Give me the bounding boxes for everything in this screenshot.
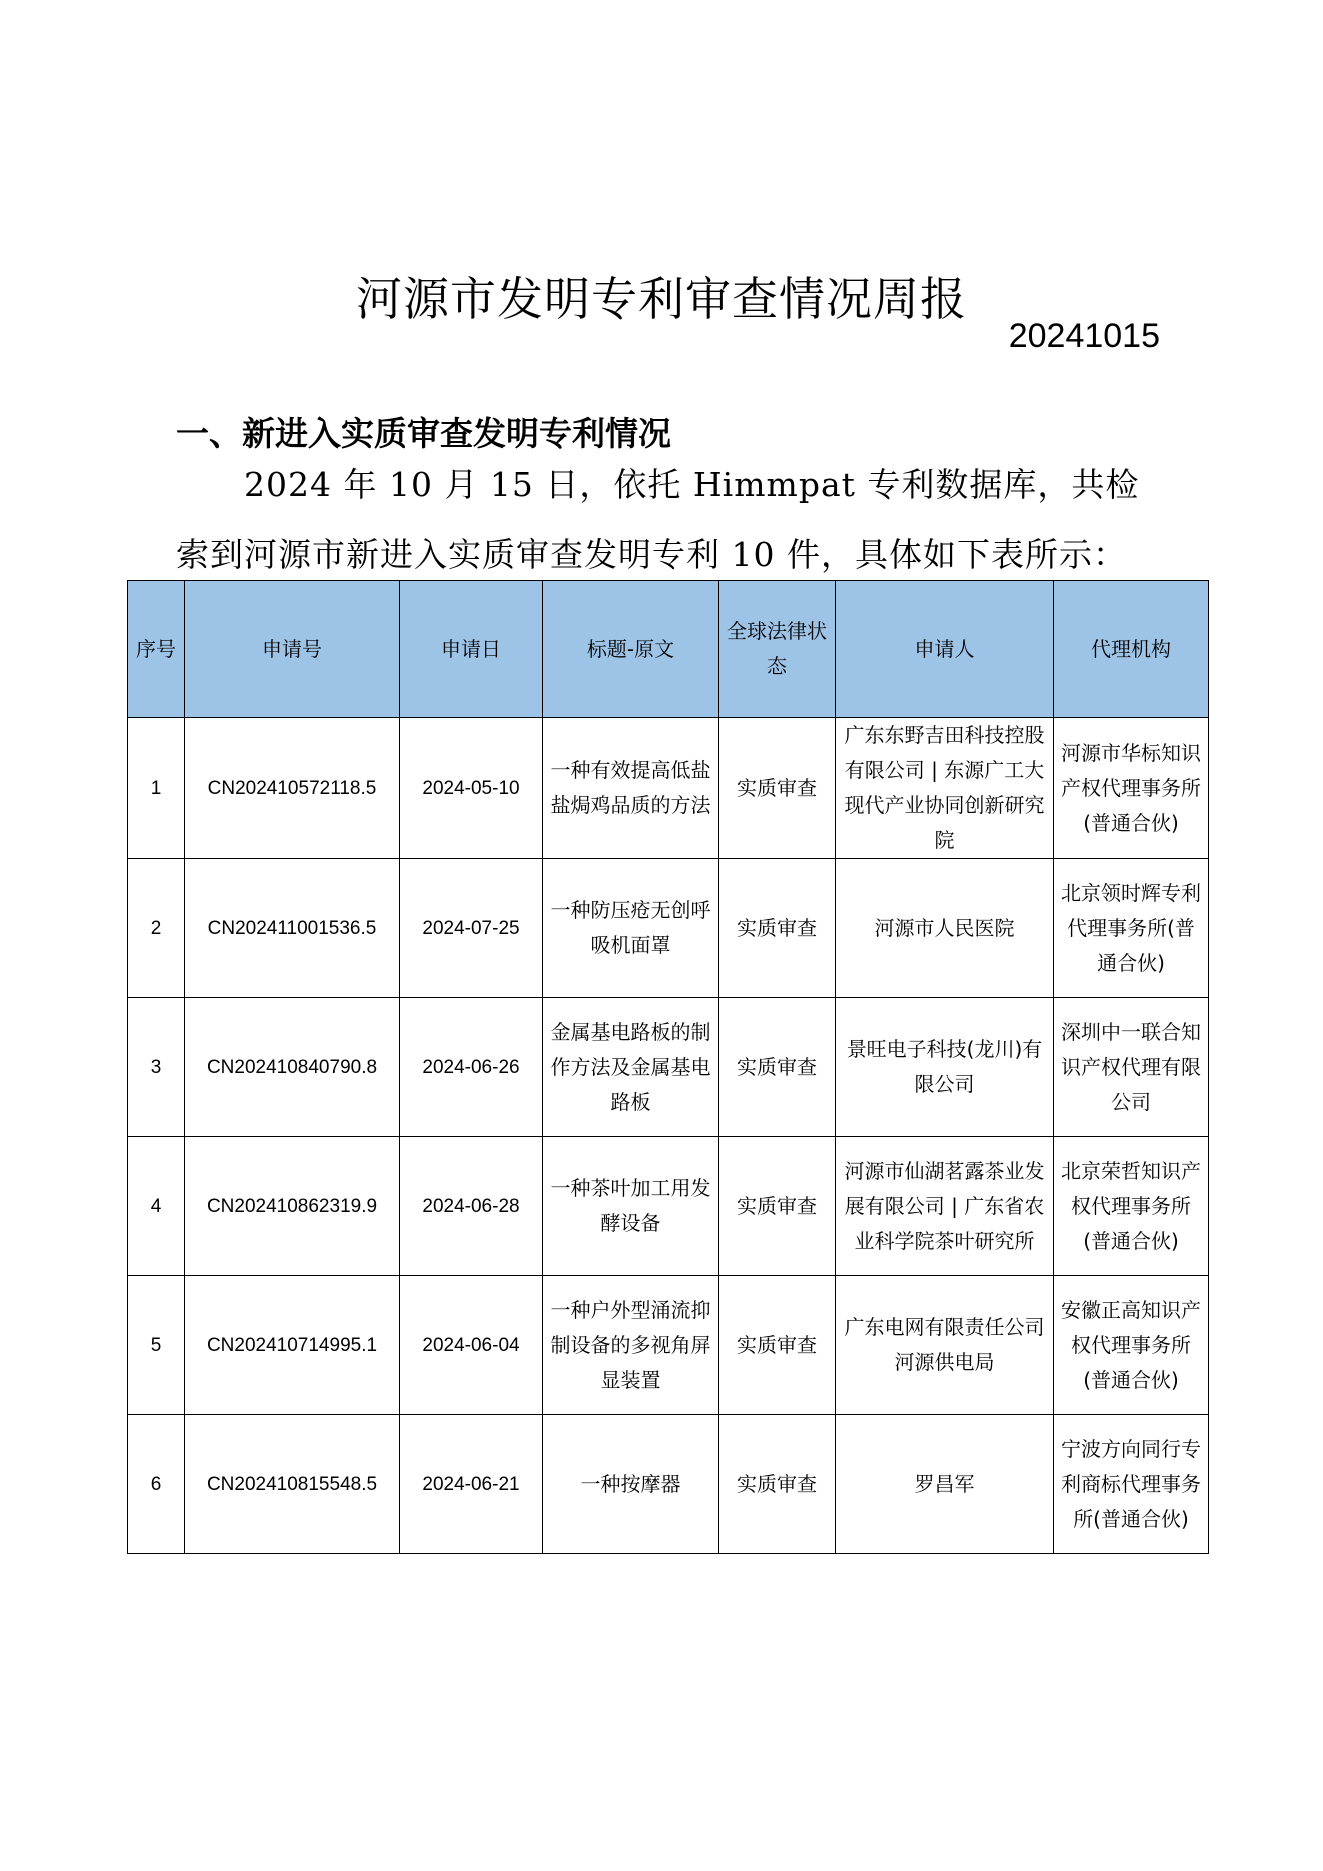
table-row [128, 1276, 1209, 1415]
cell-status: 实质审查 [719, 1137, 836, 1276]
cell-app-no: CN202410815548.5 [185, 1415, 400, 1554]
cell-title: 金属基电路板的制作方法及金属基电路板 [543, 998, 719, 1137]
cell-status: 实质审查 [719, 998, 836, 1137]
cell-title: 一种茶叶加工用发酵设备 [543, 1137, 719, 1276]
cell-app-date: 2024-06-28 [400, 1137, 543, 1276]
cell-title: 一种防压疮无创呼吸机面罩 [543, 859, 719, 998]
cell-app-no: CN202410714995.1 [185, 1276, 400, 1415]
header-app-no: 申请号 [185, 581, 400, 718]
cell-agency: 北京领时辉专利代理事务所(普通合伙) [1054, 859, 1209, 998]
cell-seq: 5 [128, 1276, 185, 1415]
cell-seq: 6 [128, 1415, 185, 1554]
cell-applicant: 景旺电子科技(龙川)有限公司 [836, 998, 1054, 1137]
cell-agency: 安徽正高知识产权代理事务所(普通合伙) [1054, 1276, 1209, 1415]
table-row [128, 1137, 1209, 1276]
cell-seq: 4 [128, 1137, 185, 1276]
header-title: 标题-原文 [543, 581, 719, 718]
cell-seq: 2 [128, 859, 185, 998]
header-seq: 序号 [128, 581, 185, 718]
cell-title: 一种按摩器 [543, 1415, 719, 1554]
header-status: 全球法律状态 [719, 581, 836, 718]
cell-title: 一种有效提高低盐盐焗鸡品质的方法 [543, 718, 719, 859]
cell-app-no: CN202410840790.8 [185, 998, 400, 1137]
cell-applicant: 河源市人民医院 [836, 859, 1054, 998]
header-app-date: 申请日 [400, 581, 543, 718]
header-applicant: 申请人 [836, 581, 1054, 718]
cell-applicant: 广东电网有限责任公司河源供电局 [836, 1276, 1054, 1415]
table-header-row [128, 581, 1209, 718]
cell-app-date: 2024-07-25 [400, 859, 543, 998]
header-agency: 代理机构 [1054, 581, 1209, 718]
cell-app-date: 2024-05-10 [400, 718, 543, 859]
cell-agency: 深圳中一联合知识产权代理有限公司 [1054, 998, 1209, 1137]
table-row [128, 998, 1209, 1137]
cell-seq: 1 [128, 718, 185, 859]
cell-status: 实质审查 [719, 1276, 836, 1415]
section-heading: 一、新进入实质审查发明专利情况 [176, 414, 671, 454]
cell-app-date: 2024-06-04 [400, 1276, 543, 1415]
cell-app-date: 2024-06-26 [400, 998, 543, 1137]
intro-paragraph: 2024 年 10 月 15 日，依托 Himmpat 专利数据库，共检索到河源市新进入实质审查发明专利 10 件，具体如下表所示： [176, 465, 1140, 574]
cell-applicant: 广东东野吉田科技控股有限公司 | 东源广工大现代产业协同创新研究院 [836, 718, 1054, 859]
cell-app-no: CN202410572118.5 [185, 718, 400, 859]
cell-app-no: CN202410862319.9 [185, 1137, 400, 1276]
cell-status: 实质审查 [719, 1415, 836, 1554]
cell-app-date: 2024-06-21 [400, 1415, 543, 1554]
cell-applicant: 罗昌军 [836, 1415, 1054, 1554]
document-title: 河源市发明专利审查情况周报 [356, 271, 967, 326]
cell-status: 实质审查 [719, 859, 836, 998]
table-row [128, 859, 1209, 998]
cell-agency: 河源市华标知识产权代理事务所(普通合伙) [1054, 718, 1209, 859]
table-row [128, 1415, 1209, 1554]
report-id: 20241015 [1008, 317, 1160, 355]
cell-applicant: 河源市仙湖茗露茶业发展有限公司 | 广东省农业科学院茶叶研究所 [836, 1137, 1054, 1276]
table-row [128, 718, 1209, 859]
cell-agency: 北京荣哲知识产权代理事务所(普通合伙) [1054, 1137, 1209, 1276]
cell-app-no: CN202411001536.5 [185, 859, 400, 998]
cell-seq: 3 [128, 998, 185, 1137]
cell-agency: 宁波方向同行专利商标代理事务所(普通合伙) [1054, 1415, 1209, 1554]
cell-status: 实质审查 [719, 718, 836, 859]
patent-table [127, 580, 1209, 1554]
cell-title: 一种户外型涌流抑制设备的多视角屏显装置 [543, 1276, 719, 1415]
